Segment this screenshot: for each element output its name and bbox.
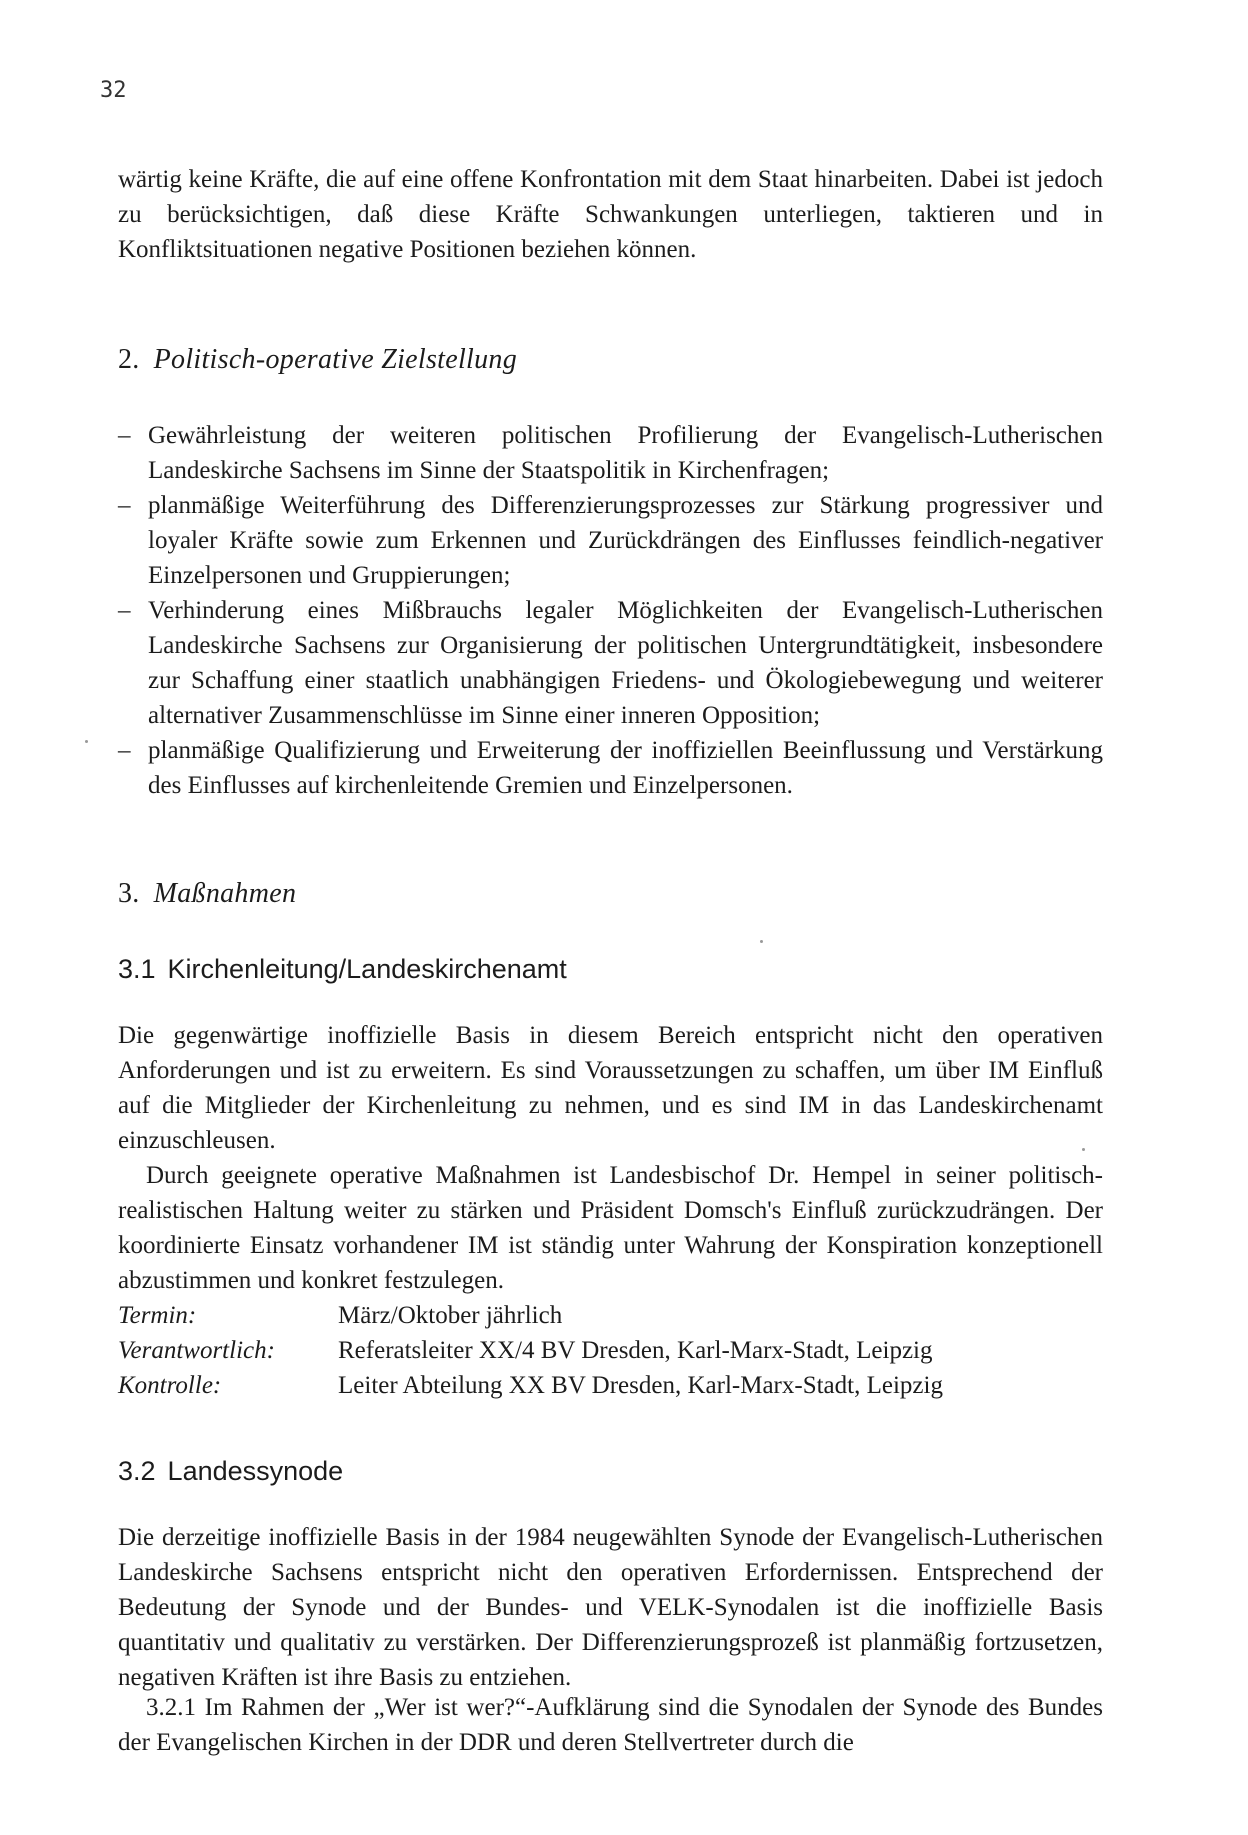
meta-label: Termin:	[118, 1302, 197, 1329]
meta-value: März/Oktober jährlich	[338, 1302, 563, 1329]
dash-bullet-icon: –	[118, 422, 131, 449]
meta-value: Leiter Abteilung XX BV Dresden, Karl-Marx-Stadt, Leipzig	[338, 1372, 943, 1399]
intro-paragraph: wärtig keine Kräfte, die auf eine offene Konfrontation mit dem Staat hinarbeiten. Dabei ist jedoch zu berücksichtigen, daß diese Kräfte Schwankungen unterliegen, taktieren und in Konfliktsituationen negative Positionen beziehen können.	[118, 166, 1103, 263]
meta-value: Referatsleiter XX/4 BV Dresden, Karl-Marx-Stadt, Leipzig	[338, 1337, 933, 1364]
meta-label: Verantwortlich:	[118, 1337, 275, 1364]
section-3-title: Maßnahmen	[153, 878, 297, 909]
bullet-item	[118, 488, 1103, 593]
bullet-text: Gewährleistung der weiteren politischen Profilierung der Evangelisch-Lutherischen Landeskirche Sachsens im Sinne der Staatspolitik in Kirchenfragen;	[148, 422, 1103, 484]
bullet-item	[118, 593, 1103, 733]
dash-bullet-icon: –	[118, 492, 131, 519]
section-3-2-paragraph-1: Die derzeitige inoffizielle Basis in der 1984 neugewählten Synode der Evangelisch-Lutherischen Landeskirche Sachsens entspricht nicht den operativen Erfordernissen. Entsprechend der Bedeutung der Synode und der Bundes- und VELK-Synodalen ist die inoffizielle Basis quantitativ und qualitativ zu verstärken. Der Differenzierungsprozeß ist planmäßig fortzusetzen, negativen Kräften ist ihre Basis zu entziehen.	[118, 1524, 1103, 1691]
scan-speck	[760, 940, 763, 943]
section-2-title: Politisch-operative Zielstellung	[153, 344, 518, 375]
section-3-heading	[118, 878, 296, 910]
dash-bullet-icon: –	[118, 597, 131, 624]
meta-row-verantwortlich	[118, 1333, 1103, 1368]
section-3-number: 3.	[118, 878, 140, 909]
section-3-1-paragraph-2: Durch geeignete operative Maßnahmen ist Landesbischof Dr. Hempel in seiner politisch-realistischen Haltung weiter zu stärken und Präsident Domsch's Einfluß zurückzudrängen. Der koordinierte Einsatz vorhandener IM ist ständig unter Wahrung der Konspiration konzeptionell abzustimmen und konkret festzulegen.	[118, 1162, 1103, 1294]
scan-speck	[1082, 1148, 1085, 1151]
section-3-1-heading	[118, 954, 567, 985]
section-2-heading	[118, 344, 517, 376]
section-3-2-heading	[118, 1456, 343, 1487]
page-number: 32	[100, 78, 127, 103]
meta-label: Kontrolle:	[118, 1372, 222, 1399]
section-2-bullet-list	[118, 418, 1103, 803]
bullet-text: Verhinderung eines Mißbrauchs legaler Möglichkeiten der Evangelisch-Lutherischen Landeskirche Sachsens zur Organisierung der politischen Untergrundtätigkeit, insbesondere zur Schaffung einer staatlich unabhängigen Friedens- und Ökologiebewegung und weiterer alternativer Zusammenschlüsse im Sinne einer inneren Opposition;	[148, 597, 1103, 729]
bullet-text: planmäßige Weiterführung des Differenzierungsprozesses zur Stärkung progressiver und loyaler Kräfte sowie zum Erkennen und Zurückdrängen des Einflusses feindlich-negativer Einzelpersonen und Gruppierungen;	[148, 492, 1103, 589]
scan-speck	[85, 740, 88, 743]
section-3-1-title: Kirchenleitung/Landeskirchenamt	[167, 954, 567, 984]
section-2-number: 2.	[118, 344, 140, 375]
section-3-2-paragraph-2: 3.2.1 Im Rahmen der „Wer ist wer?“-Aufklärung sind die Synodalen der Synode des Bundes der Evangelischen Kirchen in der DDR und deren Stellvertreter durch die	[118, 1694, 1103, 1756]
section-3-2-number: 3.2	[118, 1456, 156, 1486]
meta-row-termin	[118, 1298, 1103, 1333]
section-3-2-title: Landessynode	[167, 1456, 344, 1486]
bullet-text: planmäßige Qualifizierung und Erweiterung der inoffiziellen Beeinflussung und Verstärkung des Einflusses auf kirchenleitende Gremien und Einzelpersonen.	[148, 737, 1103, 799]
section-3-1-number: 3.1	[118, 954, 156, 984]
bullet-item	[118, 733, 1103, 803]
section-3-1-paragraph-1: Die gegenwärtige inoffizielle Basis in diesem Bereich entspricht nicht den operativen Anforderungen und ist zu erweitern. Es sind Voraussetzungen zu schaffen, um über IM Einfluß auf die Mitglieder der Kirchenleitung zu nehmen, und es sind IM in das Landeskirchenamt einzuschleusen.	[118, 1022, 1103, 1154]
bullet-item	[118, 418, 1103, 488]
section-3-1-meta	[118, 1298, 1103, 1403]
dash-bullet-icon: –	[118, 737, 131, 764]
meta-row-kontrolle	[118, 1368, 1103, 1403]
